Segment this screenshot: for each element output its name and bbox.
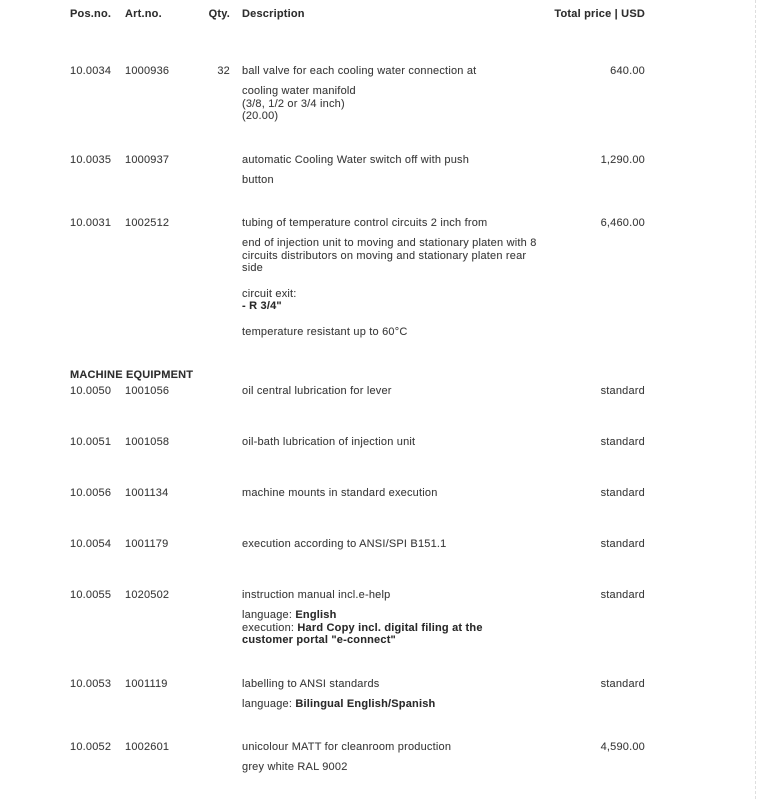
table-row xyxy=(70,487,645,507)
column-header-description: Description xyxy=(242,8,305,20)
table-row xyxy=(70,154,645,187)
price-cell: standard xyxy=(600,677,645,690)
items-container xyxy=(70,65,645,774)
description-title: labelling to ANSI standards xyxy=(242,677,380,690)
description-title: automatic Cooling Water switch off with push xyxy=(242,153,470,166)
description-segment: language: xyxy=(242,697,296,710)
description-cell xyxy=(230,487,525,507)
art-cell: 1001134 xyxy=(125,487,169,499)
description-title: execution according to ANSI/SPI B151.1 xyxy=(242,538,447,550)
column-header-qty: Qty. xyxy=(208,8,230,20)
table-section xyxy=(70,369,645,774)
table-row xyxy=(70,217,645,338)
description-cell xyxy=(230,741,525,774)
description-cell xyxy=(230,436,525,456)
description-line xyxy=(242,622,525,635)
price-cell: standard xyxy=(600,385,645,397)
description-cell xyxy=(230,217,537,338)
pos-cell: 10.0054 xyxy=(70,538,112,550)
description-cell xyxy=(230,385,525,405)
description-line xyxy=(242,237,537,250)
description-line xyxy=(242,288,525,301)
table-header-row xyxy=(70,8,645,21)
art-cell: 1020502 xyxy=(125,589,170,601)
description-line xyxy=(242,326,525,339)
description-segment: circuits distributors on moving and stationary platen rear xyxy=(242,249,527,262)
price-cell: 1,290.00 xyxy=(600,153,645,166)
description-line xyxy=(242,174,525,187)
section-rows xyxy=(70,65,645,338)
description-segment: execution: xyxy=(242,621,298,634)
description-cell xyxy=(230,154,525,187)
description-title: tubing of temperature control circuits 2 inch from xyxy=(242,217,488,229)
price-cell: standard xyxy=(600,436,645,448)
description-segment: language: xyxy=(242,609,296,621)
description-segment-bold: Hard Copy incl. digital filing at the xyxy=(297,621,483,634)
description-segment: end of injection unit to moving and stationary platen with 8 xyxy=(242,237,537,249)
table-row xyxy=(70,589,645,647)
table-row xyxy=(70,436,645,456)
description-segment: circuit exit: xyxy=(242,287,297,300)
description-line xyxy=(242,110,525,123)
description-segment: temperature resistant up to 60°C xyxy=(242,325,408,338)
description-title: instruction manual incl.e-help xyxy=(242,589,391,601)
pos-cell: 10.0031 xyxy=(70,217,112,229)
art-cell: 1000936 xyxy=(125,65,170,77)
description-segment-bold: Bilingual English/Spanish xyxy=(295,697,436,710)
description-segment: side xyxy=(242,262,263,274)
description-segment-bold: English xyxy=(295,609,337,621)
section-rows xyxy=(70,385,645,774)
description-segment-bold: - R 3/4" xyxy=(242,300,282,312)
description-title: oil central lubrication for lever xyxy=(242,385,392,397)
art-cell: 1002512 xyxy=(125,217,170,229)
column-header-pos: Pos.no. xyxy=(70,8,112,20)
description-line xyxy=(242,634,525,647)
description-line xyxy=(242,300,525,313)
table-row xyxy=(70,538,645,558)
pos-cell: 10.0034 xyxy=(70,65,112,77)
description-segment: grey white RAL 9002 xyxy=(242,761,348,773)
description-cell xyxy=(230,538,525,558)
description-line xyxy=(242,698,525,711)
description-segment: button xyxy=(242,173,274,186)
pos-cell: 10.0050 xyxy=(70,385,112,397)
description-segment: (3/8, 1/2 or 3/4 inch) xyxy=(242,97,345,110)
column-header-art: Art.no. xyxy=(125,8,162,20)
description-line xyxy=(242,85,525,98)
description-cell xyxy=(230,678,525,711)
pos-cell: 10.0035 xyxy=(70,153,112,166)
table-row xyxy=(70,741,645,774)
pos-cell: 10.0051 xyxy=(70,436,112,448)
description-segment: (20.00) xyxy=(242,110,279,122)
art-cell: 1002601 xyxy=(125,741,170,753)
price-cell: 4,590.00 xyxy=(600,741,645,753)
section-title: MACHINE EQUIPMENT xyxy=(70,369,194,381)
table-row xyxy=(70,65,645,123)
table-row xyxy=(70,385,645,405)
art-cell: 1001056 xyxy=(125,385,170,397)
price-cell: standard xyxy=(600,487,645,499)
pos-cell: 10.0055 xyxy=(70,589,112,601)
table-row xyxy=(70,678,645,711)
description-line xyxy=(242,262,525,275)
price-cell: 6,460.00 xyxy=(600,217,645,229)
table-section xyxy=(70,65,645,338)
description-cell xyxy=(230,65,525,123)
art-cell: 1001179 xyxy=(125,538,169,550)
art-cell: 1001119 xyxy=(125,677,168,690)
description-title: unicolour MATT for cleanroom production xyxy=(242,741,452,753)
price-cell: 640.00 xyxy=(610,65,645,77)
description-title: ball valve for each cooling water connection at xyxy=(242,65,477,77)
description-cell xyxy=(230,589,525,647)
description-line xyxy=(242,250,525,263)
scan-edge-artifact xyxy=(755,0,756,799)
description-segment-bold: customer portal "e-connect" xyxy=(242,634,396,646)
description-segment: cooling water manifold xyxy=(242,85,356,97)
art-cell: 1000937 xyxy=(125,153,170,166)
pos-cell: 10.0056 xyxy=(70,487,112,499)
price-cell: standard xyxy=(600,589,645,601)
pos-cell: 10.0052 xyxy=(70,741,112,753)
qty-cell: 32 xyxy=(217,65,230,77)
description-title: machine mounts in standard execution xyxy=(242,487,438,499)
description-line xyxy=(242,98,525,111)
description-line xyxy=(242,609,525,622)
pos-cell: 10.0053 xyxy=(70,677,112,690)
art-cell: 1001058 xyxy=(125,436,170,448)
column-header-total-price: Total price | USD xyxy=(554,8,645,20)
price-cell: standard xyxy=(600,538,645,550)
description-title: oil-bath lubrication of injection unit xyxy=(242,436,416,448)
description-line xyxy=(242,761,525,774)
